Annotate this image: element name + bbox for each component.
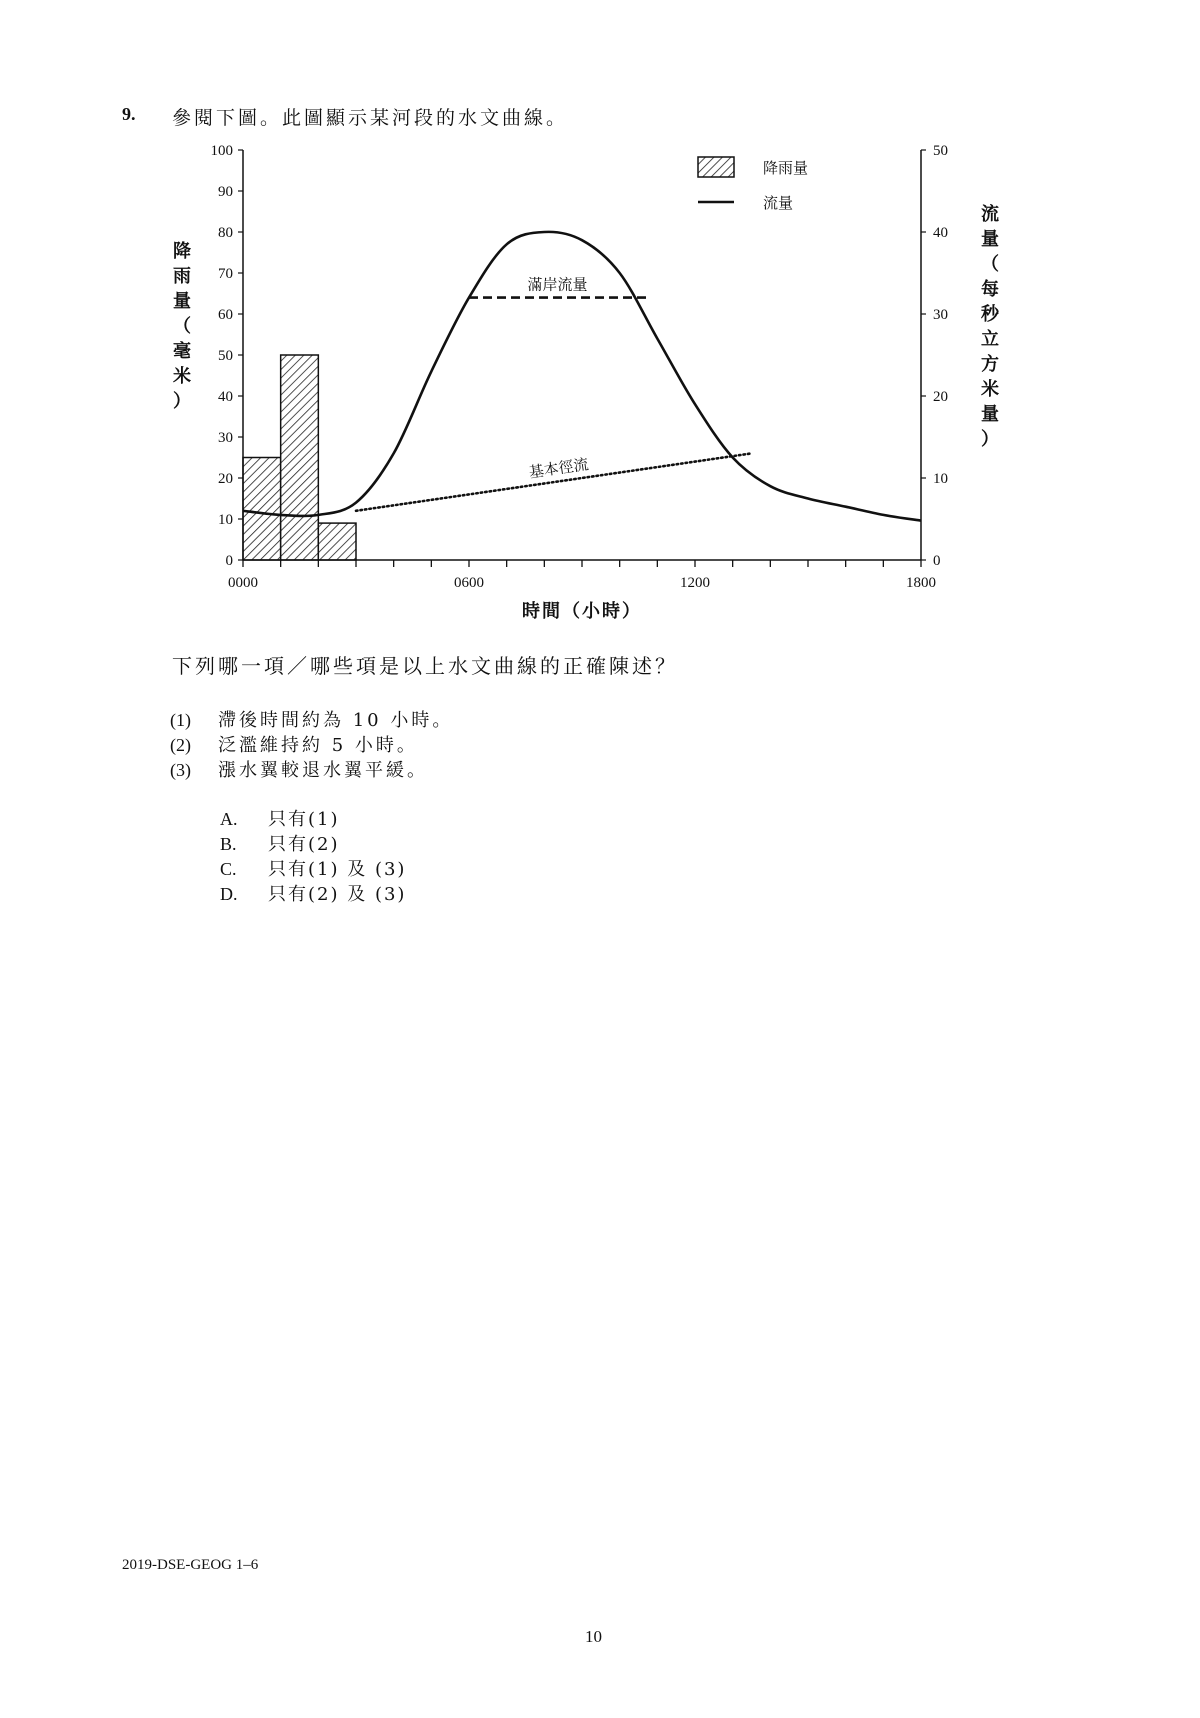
legend-rainfall-label: 降雨量 [763, 161, 809, 177]
y-left-tick-label: 40 [218, 389, 233, 405]
y-right-tick-label: 40 [933, 225, 948, 241]
y-right-tick-label: 20 [933, 389, 948, 405]
y-left-tick-label: 90 [218, 184, 233, 200]
footer-code: 2019-DSE-GEOG 1–6 [122, 1557, 259, 1573]
rainfall-bar [243, 458, 281, 561]
rainfall-bar [318, 523, 356, 560]
question-number: 9. [122, 104, 136, 124]
y-right-tick-label: 10 [933, 471, 948, 487]
baseflow-label: 基本徑流 [527, 457, 590, 482]
answer-choice[interactable] [220, 880, 406, 906]
question-title: 參閱下圖。此圖顯示某河段的水文曲線。 [172, 107, 569, 129]
y-left-tick-label: 80 [218, 225, 233, 241]
statement-option-text: 漲水翼較退水翼平緩。 [218, 760, 428, 781]
answer-choice-letter: B. [220, 834, 237, 854]
answer-choice[interactable] [220, 830, 340, 856]
legend-rainfall-swatch [698, 157, 734, 177]
rainfall-bar [281, 355, 319, 560]
answer-choice-text: 只有(1) [268, 809, 340, 830]
answer-choice-text: 只有(2) [268, 834, 340, 855]
statement-option-text: 滯後時間約為 10 小時。 [218, 710, 454, 731]
statement-option-number: (2) [170, 735, 191, 755]
statement-option-number: (1) [170, 710, 191, 730]
answer-choice[interactable] [220, 805, 340, 831]
y-right-axis-title: 流量（每秒立方米量） [981, 204, 999, 450]
legend-discharge-label: 流量 [763, 196, 794, 212]
x-axis-title: 時間（小時） [522, 601, 642, 622]
answer-choice-text: 只有(1) 及 (3) [268, 859, 407, 880]
y-left-tick-label: 20 [218, 471, 233, 487]
y-left-tick-label: 70 [218, 266, 233, 282]
statement-option [170, 756, 428, 782]
answer-choice-letter: C. [220, 859, 237, 879]
x-tick-label: 1200 [680, 575, 710, 591]
question-statement: 下列哪一項／哪些項是以上水文曲線的正確陳述？ [172, 654, 678, 678]
y-right-tick-label: 50 [933, 143, 948, 159]
x-tick-label: 1800 [906, 575, 936, 591]
y-left-tick-label: 100 [210, 143, 233, 159]
statement-option-number: (3) [170, 760, 191, 780]
y-left-tick-label: 60 [218, 307, 233, 323]
answer-choice-text: 只有(2) 及 (3) [268, 884, 407, 905]
y-right-tick-label: 30 [933, 307, 948, 323]
x-tick-label: 0000 [228, 575, 258, 591]
statement-option-text: 泛濫維持約 5 小時。 [218, 735, 418, 756]
answer-choice[interactable] [220, 855, 406, 881]
statement-option [170, 706, 453, 732]
y-left-tick-label: 0 [225, 553, 233, 569]
bankfull-label: 滿岸流量 [527, 277, 588, 294]
y-right-tick-label: 0 [933, 553, 941, 569]
x-tick-label: 0600 [454, 575, 484, 591]
hydrograph-chart [150, 135, 1030, 635]
y-left-tick-label: 30 [218, 430, 233, 446]
y-left-tick-label: 10 [218, 512, 233, 528]
page-number: 10 [585, 1627, 602, 1646]
y-left-tick-label: 50 [218, 348, 233, 364]
answer-choice-letter: A. [220, 809, 238, 829]
answer-choice-letter: D. [220, 884, 238, 904]
y-left-axis-title: 降雨量（毫米） [173, 241, 191, 412]
statement-option [170, 731, 418, 757]
